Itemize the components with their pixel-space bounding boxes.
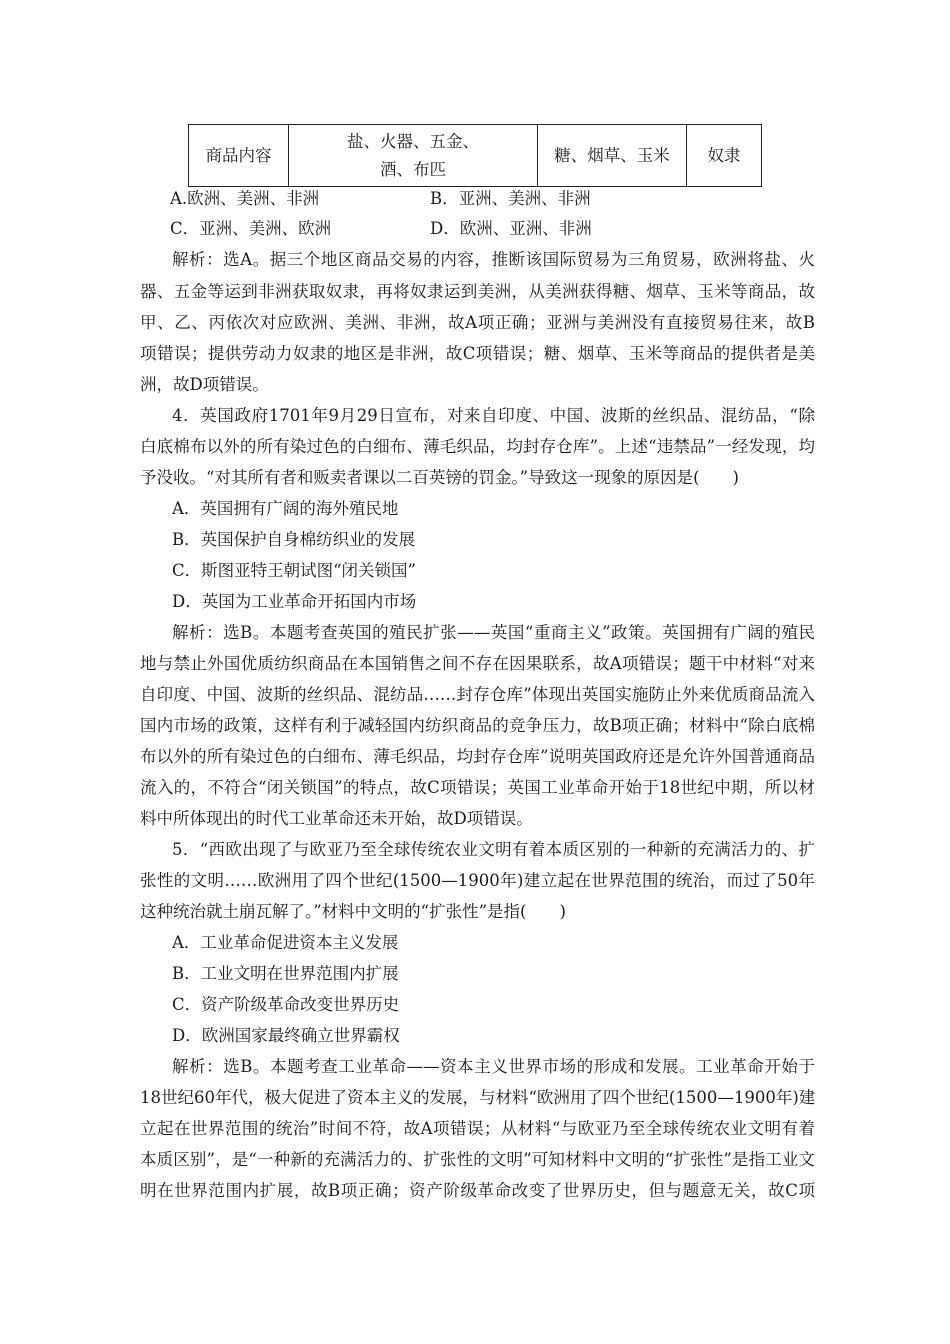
q3-analysis-line: 项错误；提供劳动力奴隶的地区是非洲，故C项错误；糖、烟草、玉米等商品的提供者是美	[140, 344, 815, 363]
q5-analysis-line: 解析：选B。本题考查工业革命——资本主义世界市场的形成和发展。工业革命开始于	[172, 1057, 815, 1076]
q3-option-a: A.欧洲、美洲、非洲	[170, 189, 320, 208]
q5-stem-line: 5．“西欧出现了与欧亚乃至全球传统农业文明有着本质区别的一种新的充满活力的、扩	[172, 840, 815, 859]
q3-option-d: D．欧洲、亚洲、非洲	[430, 219, 592, 238]
q5-analysis-line: 本质区别”，是“一种新的充满活力的、扩张性的文明”可知材料中文明的“扩张性”是指工业文	[140, 1150, 815, 1169]
q3-options-row-1	[170, 189, 845, 211]
table-cell-africa: 奴隶	[687, 125, 762, 187]
q4-option-b: B．英国保护自身棉纺织业的发展	[172, 530, 416, 549]
q4-analysis-line: 布以外的所有染过色的白细布、薄毛织品，均封存仓库”说明英国政府还是允许外国普通商品	[140, 747, 815, 766]
q4-stem-line: 白底棉布以外的所有染过色的白细布、薄毛织品，均封存仓库”。上述“违禁品”一经发现，均	[140, 437, 815, 456]
q5-option-c: C．资产阶级革命改变世界历史	[172, 995, 400, 1014]
q4-analysis-line: 料中所体现出的时代工业革命还未开始，故D项错误。	[140, 809, 533, 828]
q4-analysis-line: 解析：选B。本题考查英国的殖民扩张——英国“重商主义”政策。英国拥有广阔的殖民	[172, 623, 815, 642]
q3-options-row-2	[170, 219, 845, 241]
q3-analysis-line: 甲、乙、丙依次对应欧洲、美洲、非洲，故A项正确；亚洲与美洲没有直接贸易往来，故B	[140, 313, 815, 332]
table-header-cell: 商品内容	[189, 125, 289, 187]
table-cell-america: 糖、烟草、玉米	[538, 125, 687, 187]
table-cell-line: 盐、火器、五金、	[347, 131, 479, 151]
q4-analysis-line: 流入的，不符合“闭关锁国”的特点，故C项错误；英国工业革命开始于18世纪中期，所以材	[140, 778, 815, 797]
q4-analysis-line: 国内市场的政策，这样有利于减轻国内纺织商品的竞争压力，故B项正确；材料中“除白底棉	[140, 716, 815, 735]
q3-analysis-line: 洲，故D项错误。	[140, 375, 269, 394]
q5-stem-line: 张性的文明……欧洲用了四个世纪(1500—1900年)建立起在世界范围的统治，而过了50年	[140, 871, 815, 890]
q4-stem-line: 4．英国政府1701年9月29日宣布，对来自印度、中国、波斯的丝织品、混纺品，“除	[172, 406, 815, 425]
q4-stem-line: 予没收。“对其所有者和贩卖者课以二百英镑的罚金。”导致这一现象的原因是( )	[140, 468, 739, 487]
q5-option-a: A．工业革命促进资本主义发展	[172, 933, 399, 952]
q3-option-c: C．亚洲、美洲、欧洲	[170, 219, 332, 238]
q5-stem-line: 这种统治就土崩瓦解了。”材料中文明的“扩张性”是指( )	[140, 902, 566, 921]
table-row	[189, 125, 762, 187]
table-cell-europe	[289, 125, 538, 187]
q4-analysis-line: 地与禁止外国优质纺织商品在本国销售之间不存在因果联系，故A项错误；题干中材料“对来	[140, 654, 815, 673]
q4-option-d: D．英国为工业革命开拓国内市场	[172, 592, 417, 611]
table-cell-line: 酒、布匹	[380, 159, 446, 179]
q3-analysis-line: 解析：选A。据三个地区商品交易的内容，推断该国际贸易为三角贸易，欧洲将盐、火	[172, 250, 815, 269]
trade-goods-table	[188, 124, 762, 187]
q3-analysis-line: 器、五金等运到非洲获取奴隶，再将奴隶运到美洲，从美洲获得糖、烟草、玉米等商品，故	[140, 282, 815, 301]
q5-analysis-line: 立起在世界范围的统治”时间不符，故A项错误；从材料“与欧亚乃至全球传统农业文明有着	[140, 1119, 815, 1138]
q5-option-b: B．工业文明在世界范围内扩展	[172, 964, 399, 983]
q5-analysis-line: 18世纪60年代，极大促进了资本主义的发展，与材料“欧洲用了四个世纪(1500—1900年)建	[140, 1088, 815, 1107]
q5-option-d: D．欧洲国家最终确立世界霸权	[172, 1026, 400, 1045]
q4-option-a: A．英国拥有广阔的海外殖民地	[172, 499, 399, 518]
q3-option-b: B．亚洲、美洲、非洲	[430, 189, 591, 208]
q4-option-c: C．斯图亚特王朝试图“闭关锁国”	[172, 561, 416, 580]
q4-analysis-line: 自印度、中国、波斯的丝织品、混纺品……封存仓库”体现出英国实施防止外来优质商品流入	[140, 685, 815, 704]
q5-analysis-line: 明在世界范围内扩展，故B项正确；资产阶级革命改变了世界历史，但与题意无关，故C项	[140, 1181, 815, 1200]
